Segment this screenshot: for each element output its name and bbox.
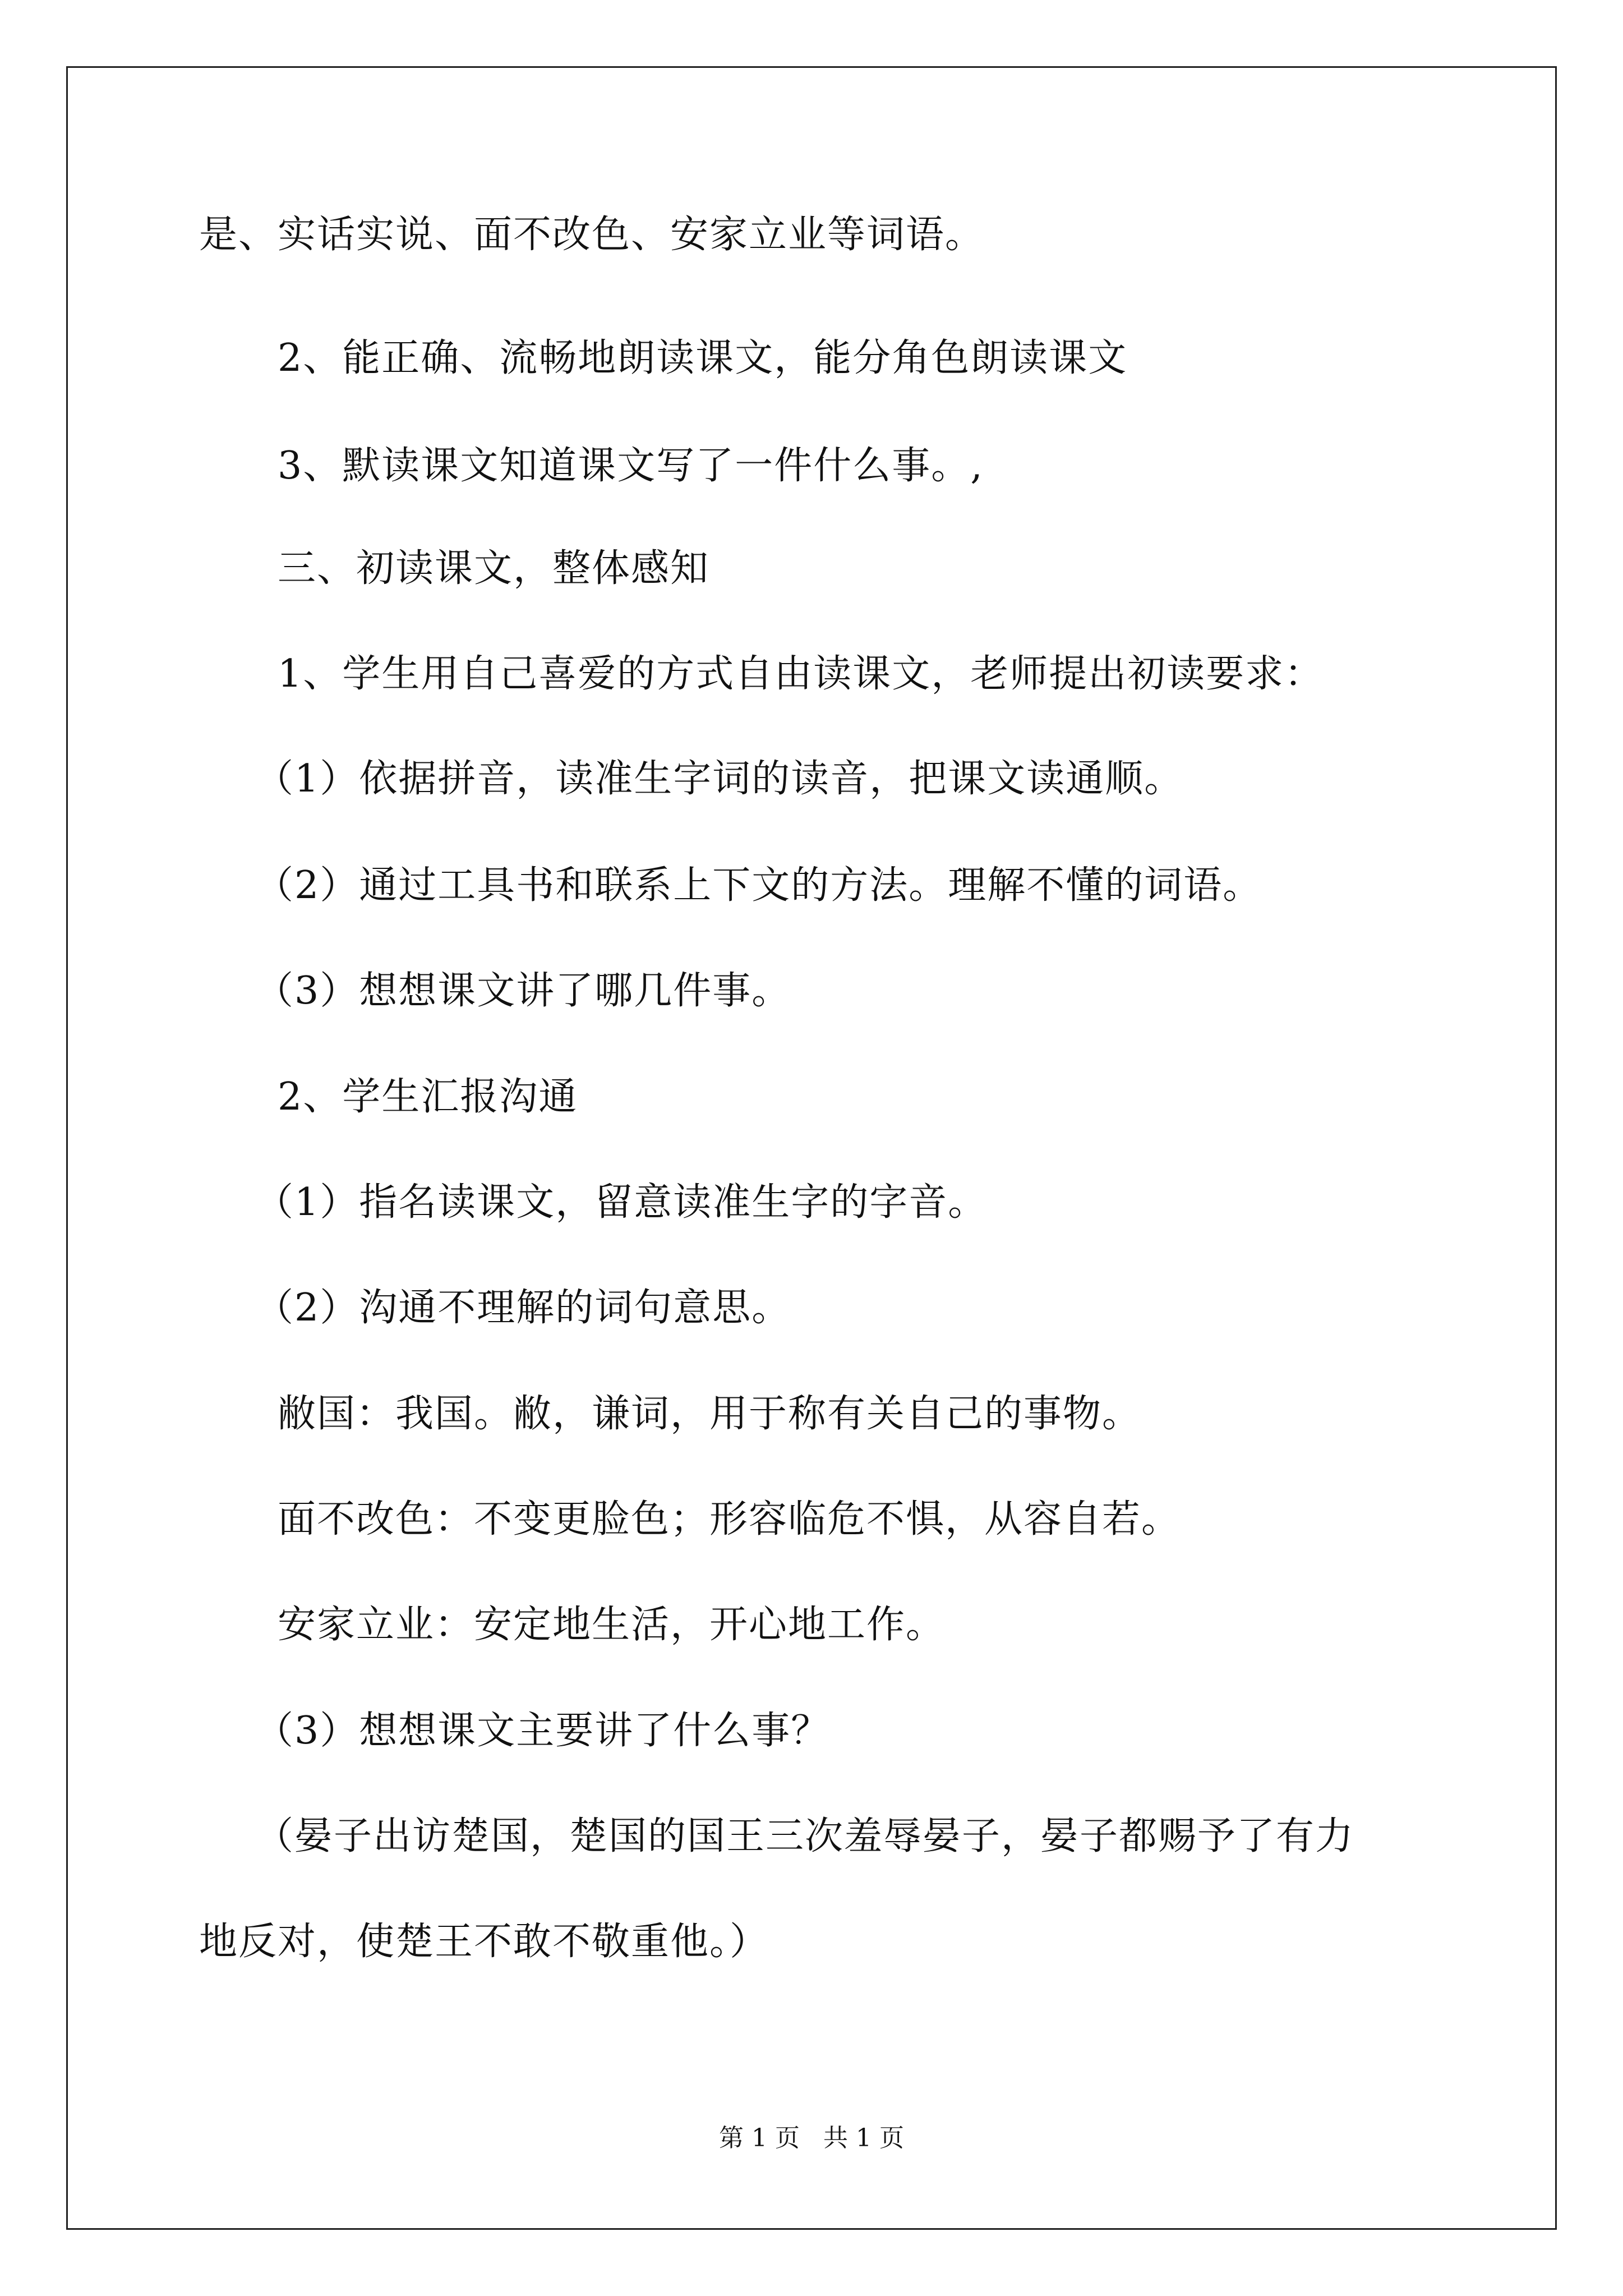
text-line-req-2: （2）通过工具书和联系上下文的方法。理解不懂的词语。	[255, 863, 1262, 908]
text-line-step-2: 2、学生汇报沟通	[278, 1075, 578, 1119]
text-line-report-1: （1）指名读课文，留意读准生字的字音。	[255, 1180, 988, 1225]
text-line-goal-3: 3、默读课文知道课文写了一件什么事。,	[278, 444, 984, 488]
text-line-answer-cont: 地反对，使楚王不敢不敬重他。）	[199, 1920, 769, 1964]
page-border	[66, 66, 1557, 2230]
text-line-report-2: （2）沟通不理解的词句意思。	[255, 1286, 791, 1330]
vocab-line-anjialiye: 安家立业：安定地生活，开心地工作。	[278, 1603, 946, 1647]
text-line-step-1: 1、学生用自己喜爱的方式自由读课文，老师提出初读要求：	[278, 652, 1324, 696]
vocab-line-mianbugaise: 面不改色：不变更脸色；形容临危不惧，从容自若。	[278, 1497, 1181, 1542]
text-line-goal-2: 2、能正确、流畅地朗读课文，能分角色朗读课文	[278, 336, 1128, 380]
text-line-req-3: （3）想想课文讲了哪几件事。	[255, 969, 791, 1013]
page-number-footer: 第 1 页 共 1 页	[719, 2124, 904, 2152]
text-line-continuation: 是、实话实说、面不改色、安家立业等词语。	[199, 213, 985, 257]
text-line-req-1: （1）依据拼音，读准生字词的读音，把课文读通顺。	[255, 757, 1184, 801]
text-line-report-3: （3）想想课文主要讲了什么事？	[255, 1709, 831, 1753]
text-line-answer: （晏子出访楚国，楚国的国王三次羞辱晏子，晏子都赐予了有力	[255, 1814, 1355, 1858]
vocab-line-biguo: 敝国：我国。敝，谦词，用于称有关自己的事物。	[278, 1392, 1142, 1436]
section-heading: 三、初读课文，整体感知	[278, 546, 710, 591]
